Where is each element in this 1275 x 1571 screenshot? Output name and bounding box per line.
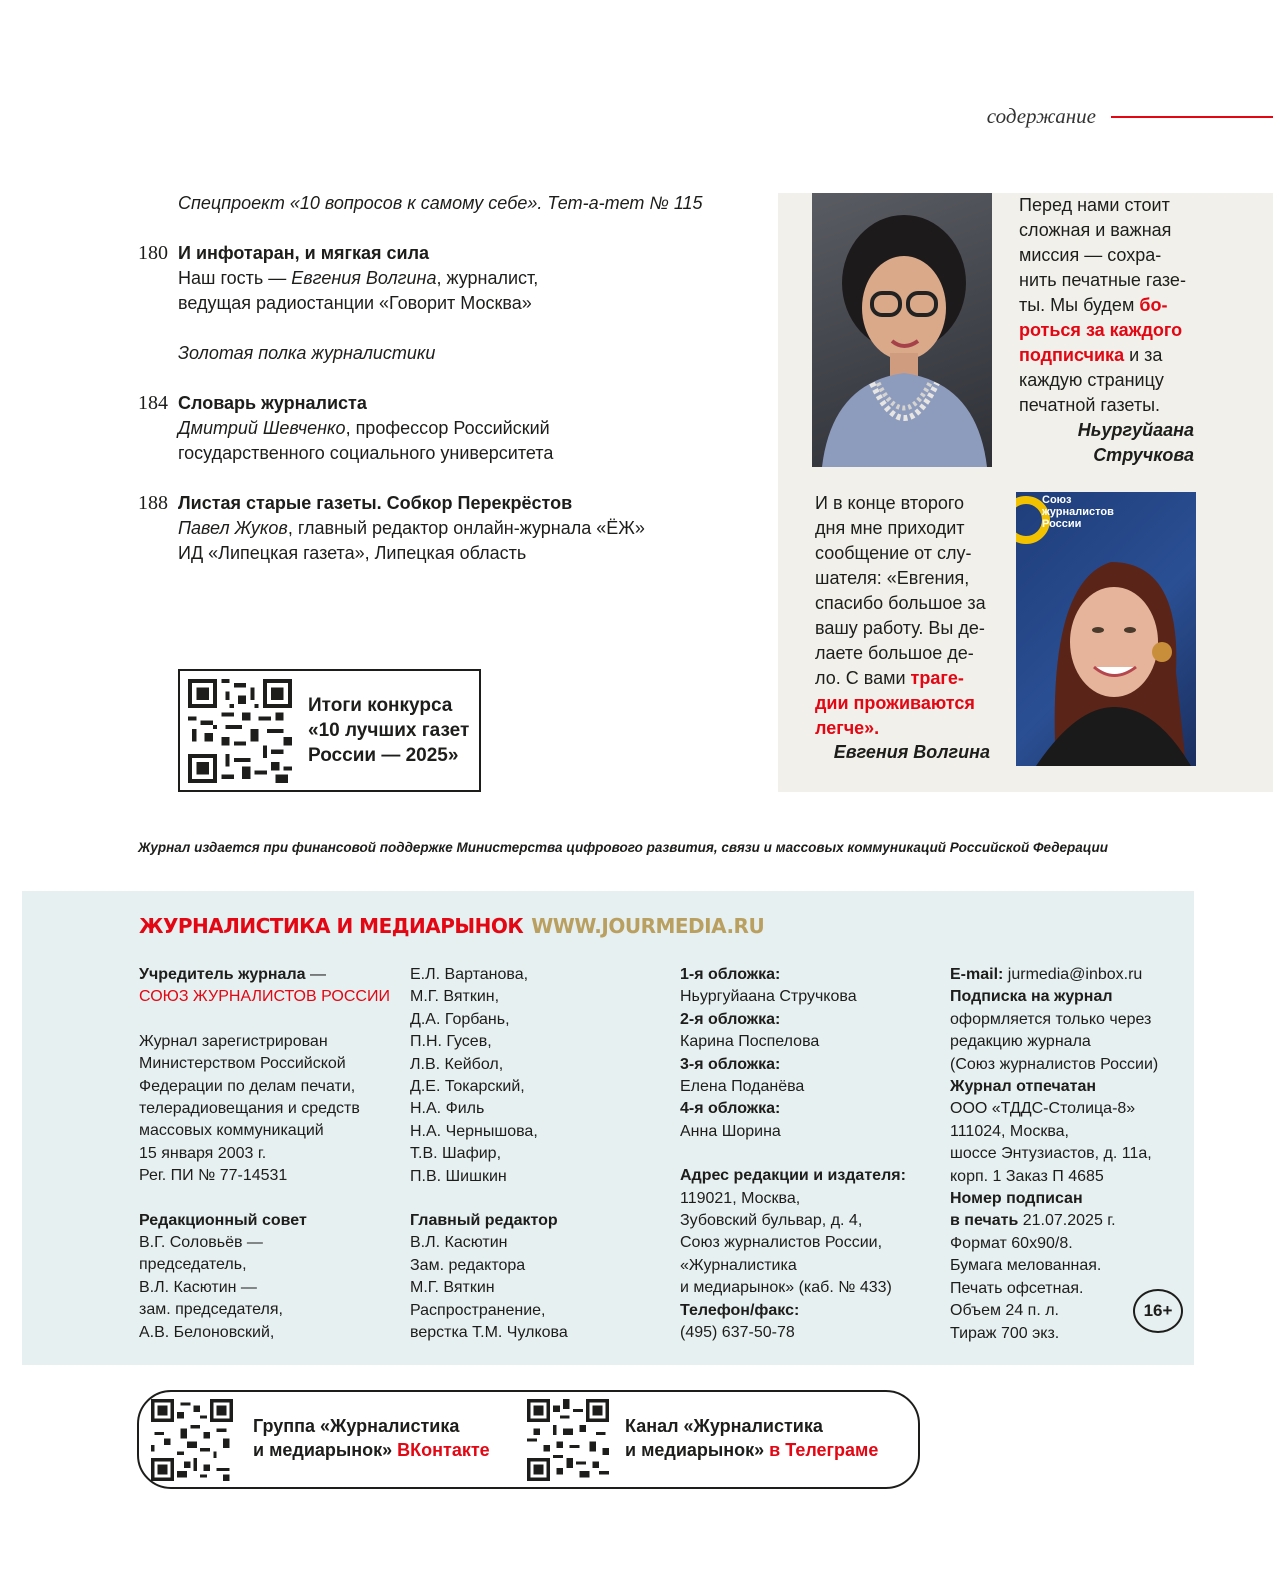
address-label: Адрес редакции и издателя: <box>680 1167 906 1185</box>
founder-dash: — <box>305 966 326 983</box>
cover-name: Ньургуйаана Стручкова <box>680 988 857 1006</box>
social-line: Группа «Журналистика <box>253 1416 460 1436</box>
contest-line: Итоги конкурса <box>308 695 453 716</box>
council-member: А.В. Белоновский, <box>139 1323 275 1341</box>
registration-line: Журнал зарегистрирован <box>139 1032 328 1050</box>
registration-line: Рег. ПИ № 77-14531 <box>139 1167 288 1185</box>
toc-page-number: 184 <box>138 392 168 414</box>
cover-name: Анна Шорина <box>680 1122 781 1140</box>
phone-label: Телефон/факс: <box>680 1301 800 1319</box>
spec-line: Тираж 700 экз. <box>950 1324 1060 1342</box>
quote-highlight: дии проживаются <box>815 693 975 713</box>
phone-number[interactable]: (495) 637-50-78 <box>680 1324 795 1342</box>
quote-line: печатной газеты. <box>1019 395 1161 415</box>
editor-line: В.Л. Касютин <box>410 1234 508 1252</box>
toc-entry-title: И инфотаран, и мягкая сила <box>178 243 430 263</box>
age-rating-badge: 16+ <box>1133 1289 1183 1333</box>
founder-label: Учредитель журнала <box>139 966 306 983</box>
toc-desc-suffix: , профессор Российский <box>345 418 550 438</box>
imprint-col-2 <box>410 964 568 1345</box>
imprint-col-1 <box>139 964 390 1344</box>
council-member: Д.Е. Токарский, <box>410 1078 525 1096</box>
subscription-label: Подписка на журнал <box>950 988 1113 1006</box>
toc-desc-line: ведущая радиостанции «Говорит Москва» <box>178 293 532 313</box>
social-line: и медиарынок» <box>625 1440 770 1460</box>
quote-2 <box>815 491 1005 741</box>
registration-line: массовых коммуникаций <box>139 1122 324 1140</box>
council-member: В.Л. Касютин — <box>139 1278 257 1296</box>
council-member: председатель, <box>139 1256 247 1274</box>
section-label: содержание <box>986 104 1096 128</box>
signed-date: 21.07.2025 г. <box>1018 1212 1116 1230</box>
editor-line: Зам. редактора <box>410 1256 526 1274</box>
quote-line: ты. Мы будем <box>1019 295 1140 315</box>
imprint-col-3 <box>680 964 906 1345</box>
quote-highlight: траге- <box>910 668 964 688</box>
masthead <box>139 914 764 938</box>
cover-label: 4-я обложка: <box>680 1100 781 1118</box>
council-member: М.Г. Вяткин, <box>410 988 500 1006</box>
toc-entry-title: Словарь журналиста <box>178 393 367 413</box>
quote-author-line: Ньургуйаана <box>1077 420 1194 440</box>
email-link[interactable]: jurmedia@inbox.ru <box>1003 966 1143 983</box>
registration-line: Министерством Российской <box>139 1055 346 1073</box>
toc-desc-author: Евгения Волгина <box>291 268 437 288</box>
cover-name: Карина Поспелова <box>680 1033 820 1051</box>
quote-line: вашу работу. Вы де- <box>815 618 985 638</box>
printed-label: Журнал отпечатан <box>950 1078 1097 1096</box>
council-member: Н.А. Филь <box>410 1100 485 1118</box>
spec-line: Бумага мелованная. <box>950 1257 1102 1275</box>
council-member: П.Н. Гусев, <box>410 1033 492 1051</box>
quote-line: спасибо большое за <box>815 593 986 613</box>
editor-line: Распространение, <box>410 1301 546 1319</box>
subscription-line: редакцию журнала <box>950 1033 1091 1051</box>
website-link[interactable]: WWW.JOURMEDIA.RU <box>531 914 765 938</box>
quote-highlight: бо- <box>1139 295 1168 315</box>
quote-line: и за <box>1124 345 1163 365</box>
quote-1 <box>1019 193 1209 418</box>
spec-line: Печать офсетная. <box>950 1279 1084 1297</box>
quote-line: ло. С вами <box>815 668 911 688</box>
address-line: Союз журналистов России, <box>680 1234 883 1252</box>
quote-line: дня мне приходит <box>815 518 965 538</box>
quote-author-line: Стручкова <box>1093 445 1194 465</box>
imprint-col-4 <box>950 964 1158 1345</box>
signed-label: Номер подписан <box>950 1190 1083 1208</box>
quote-line: Перед нами стоит <box>1019 195 1170 215</box>
registration-line: Федерации по делам печати, <box>139 1077 356 1095</box>
union-logo-text <box>1042 494 1114 530</box>
founder-name: СОЮЗ ЖУРНАЛИСТОВ РОССИИ <box>139 988 390 1006</box>
cover-name: Елена Поданёва <box>680 1078 805 1096</box>
council-label: Редакционный совет <box>139 1211 307 1229</box>
journal-name: ЖУРНАЛИСТИКА И МЕДИАРЫНОК <box>139 914 524 938</box>
address-line: Зубовский бульвар, д. 4, <box>680 1212 863 1230</box>
quote-line: И в конце второго <box>815 493 965 513</box>
toc-page-number: 180 <box>138 242 168 264</box>
quote-line: шателя: «Евгения, <box>815 568 970 588</box>
union-logo-line: журналистов <box>1042 506 1114 518</box>
social-links-bar <box>137 1390 920 1489</box>
special-project-title: Спецпроект «10 вопросов к самому себе». Тет-а-тет № 115 <box>178 193 703 213</box>
council-member: Д.А. Горбань, <box>410 1010 510 1028</box>
registration-line: телерадиовещания и средств <box>139 1100 360 1118</box>
qr-code-icon[interactable] <box>188 679 292 783</box>
printed-line: ООО «ТДДС-Столица-8» <box>950 1100 1136 1118</box>
quote-line: миссия — сохра- <box>1019 245 1162 265</box>
council-member: Л.В. Кейбол, <box>410 1055 504 1073</box>
spec-line: Формат 60х90/8. <box>950 1234 1073 1252</box>
funding-note: Журнал издается при финансовой поддержке Министерства цифрового развития, связи и массовых коммуникаций Российской Федерации <box>138 840 1109 855</box>
telegram-link[interactable]: в Телеграме <box>769 1440 879 1460</box>
subscription-line: оформляется только через <box>950 1010 1152 1028</box>
email-label: E-mail: <box>950 966 1004 983</box>
toc-entry-title: Листая старые газеты. Собкор Перекрёстов <box>178 493 573 513</box>
contest-line: России — 2025» <box>308 745 459 766</box>
golden-shelf-title: Золотая полка журналистики <box>178 343 436 363</box>
toc-desc-suffix: , журналист, <box>436 268 539 288</box>
toc-desc-prefix: Наш гость — <box>178 268 292 288</box>
toc-desc-suffix: , главный редактор онлайн-журнала «ЁЖ» <box>287 518 645 538</box>
contest-line: «10 лучших газет <box>308 720 470 741</box>
toc-desc-author: Павел Жуков <box>178 518 288 538</box>
quote-author-1 <box>1019 418 1194 468</box>
quote-highlight: легче». <box>815 718 880 738</box>
quote-highlight: подписчика <box>1019 345 1125 365</box>
union-logo-line: России <box>1042 518 1082 530</box>
portrait-photo-2 <box>1016 492 1196 766</box>
quote-line: каждую страницу <box>1019 370 1164 390</box>
quote-line: нить печатные газе- <box>1019 270 1186 290</box>
section-rule <box>1111 116 1273 118</box>
council-member: зам. председателя, <box>139 1301 283 1319</box>
subscription-line: (Союз журналистов России) <box>950 1055 1159 1073</box>
quote-line: сложная и важная <box>1019 220 1172 240</box>
cover-label: 1-я обложка: <box>680 966 781 983</box>
toc-desc-line: ИД «Липецкая газета», Липецкая область <box>178 543 527 563</box>
quote-author-2: Евгения Волгина <box>833 742 990 762</box>
quote-line: сообщение от слу- <box>815 543 972 563</box>
registration-line: 15 января 2003 г. <box>139 1144 267 1162</box>
social-line: Канал «Журналистика <box>625 1416 823 1436</box>
social-telegram[interactable] <box>625 1414 878 1462</box>
portrait-photo-1 <box>812 193 992 467</box>
toc-desc-line: государственного социального университета <box>178 443 554 463</box>
contest-qr-box[interactable] <box>178 669 481 792</box>
signed-label: в печать <box>950 1212 1019 1230</box>
social-vk[interactable] <box>253 1414 490 1462</box>
qr-code-icon[interactable] <box>151 1399 233 1481</box>
editor-label: Главный редактор <box>410 1212 558 1230</box>
quote-line: лаете большое де- <box>815 643 974 663</box>
union-logo-line: Союз <box>1042 494 1072 506</box>
council-member: Н.А. Чернышова, <box>410 1122 538 1140</box>
address-line: 119021, Москва, <box>680 1189 801 1207</box>
cover-label: 3-я обложка: <box>680 1055 781 1073</box>
vk-link[interactable]: ВКонтакте <box>397 1440 490 1460</box>
address-line: и медиарынок» (каб. № 433) <box>680 1279 892 1297</box>
council-member: Т.В. Шафир, <box>410 1145 502 1163</box>
address-line: «Журналистика <box>680 1256 797 1274</box>
editor-line: верстка Т.М. Чулкова <box>410 1324 568 1342</box>
council-member: П.В. Шишкин <box>410 1167 507 1185</box>
spec-line: Объем 24 п. л. <box>950 1302 1059 1320</box>
printed-line: шоссе Энтузиастов, д. 11а, <box>950 1145 1152 1163</box>
editor-line: М.Г. Вяткин <box>410 1279 495 1297</box>
council-member: Е.Л. Вартанова, <box>410 966 529 983</box>
toc-desc-author: Дмитрий Шевченко <box>178 418 346 438</box>
social-line: и медиарынок» <box>253 1440 398 1460</box>
cover-label: 2-я обложка: <box>680 1010 781 1028</box>
qr-code-icon[interactable] <box>527 1399 609 1481</box>
quote-highlight: роться за каждого <box>1019 320 1183 340</box>
printed-line: корп. 1 Заказ П 4685 <box>950 1167 1104 1185</box>
toc-page-number: 188 <box>138 492 168 514</box>
council-member: В.Г. Соловьёв — <box>139 1234 263 1252</box>
printed-line: 111024, Москва, <box>950 1122 1069 1140</box>
